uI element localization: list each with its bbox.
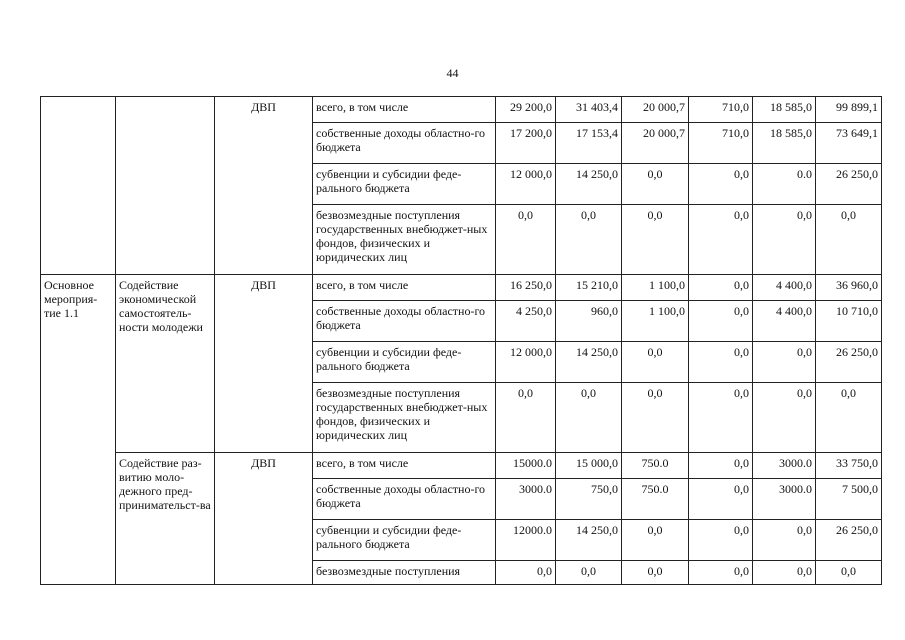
- table-row: [41, 275, 882, 301]
- funding-type-cell: всего, в том числе: [313, 453, 496, 479]
- value-cell: 18 585,0: [753, 97, 816, 123]
- event-cell-empty: [41, 97, 116, 275]
- value-cell: 710,0: [689, 97, 753, 123]
- value-cell: 7 500,0: [816, 479, 882, 520]
- value-cell: 10 710,0: [816, 301, 882, 342]
- activity-cell-empty: [116, 97, 215, 275]
- value-cell: 12000.0: [496, 520, 556, 561]
- funding-type-cell: субвенции и субсидии феде-рального бюджета: [313, 520, 496, 561]
- value-cell: 1 100,0: [622, 301, 689, 342]
- value-cell: 0,0: [816, 383, 882, 453]
- value-cell: 0,0: [689, 164, 753, 205]
- value-cell: 12 000,0: [496, 342, 556, 383]
- value-cell: 18 585,0: [753, 123, 816, 164]
- value-cell: 3000.0: [753, 453, 816, 479]
- value-cell: 15 000,0: [556, 453, 622, 479]
- value-cell: 0,0: [496, 561, 556, 585]
- funding-type-cell: всего, в том числе: [313, 97, 496, 123]
- value-cell: 0,0: [689, 301, 753, 342]
- value-cell: 0,0: [753, 520, 816, 561]
- value-cell: 0,0: [689, 479, 753, 520]
- value-cell: 0,0: [753, 561, 816, 585]
- value-cell: 16 250,0: [496, 275, 556, 301]
- value-cell: 33 750,0: [816, 453, 882, 479]
- page-number: 44: [446, 66, 459, 80]
- value-cell: 0,0: [622, 342, 689, 383]
- value-cell: 36 960,0: [816, 275, 882, 301]
- budget-table: [40, 96, 882, 585]
- value-cell: 31 403,4: [556, 97, 622, 123]
- value-cell: 4 400,0: [753, 301, 816, 342]
- funding-type-cell: безвозмездные поступления государственных внебюджет-ных фондов, физических и юридических лиц: [313, 205, 496, 275]
- value-cell: 0,0: [556, 561, 622, 585]
- value-cell: 20 000,7: [622, 123, 689, 164]
- value-cell: 26 250,0: [816, 342, 882, 383]
- value-cell: 750.0: [622, 479, 689, 520]
- value-cell: 0,0: [753, 383, 816, 453]
- table-row: [41, 97, 882, 123]
- table-row: [41, 453, 882, 479]
- value-cell: 0,0: [689, 383, 753, 453]
- value-cell: 0,0: [496, 383, 556, 453]
- value-cell: 26 250,0: [816, 164, 882, 205]
- value-cell: 0,0: [689, 205, 753, 275]
- value-cell: 0,0: [556, 383, 622, 453]
- value-cell: 14 250,0: [556, 342, 622, 383]
- funding-type-cell: субвенции и субсидии феде-рального бюджета: [313, 164, 496, 205]
- value-cell: 960,0: [556, 301, 622, 342]
- value-cell: 3000.0: [496, 479, 556, 520]
- value-cell: 750.0: [622, 453, 689, 479]
- value-cell: 17 200,0: [496, 123, 556, 164]
- value-cell: 0,0: [496, 205, 556, 275]
- source-cell: ДВП: [215, 453, 313, 585]
- value-cell: 0,0: [556, 205, 622, 275]
- funding-type-cell: собственные доходы областно-го бюджета: [313, 479, 496, 520]
- value-cell: 4 250,0: [496, 301, 556, 342]
- value-cell: 0,0: [689, 561, 753, 585]
- value-cell: 0,0: [622, 520, 689, 561]
- value-cell: 0,0: [622, 205, 689, 275]
- funding-type-cell: субвенции и субсидии феде-рального бюджета: [313, 342, 496, 383]
- source-cell: ДВП: [215, 275, 313, 453]
- value-cell: 1 100,0: [622, 275, 689, 301]
- value-cell: 710,0: [689, 123, 753, 164]
- value-cell: 99 899,1: [816, 97, 882, 123]
- value-cell: 0,0: [753, 342, 816, 383]
- value-cell: 14 250,0: [556, 520, 622, 561]
- value-cell: 0,0: [816, 205, 882, 275]
- funding-type-cell: собственные доходы областно-го бюджета: [313, 301, 496, 342]
- value-cell: 15000.0: [496, 453, 556, 479]
- value-cell: 73 649,1: [816, 123, 882, 164]
- funding-type-cell: собственные доходы областно-го бюджета: [313, 123, 496, 164]
- value-cell: 0,0: [622, 164, 689, 205]
- value-cell: 29 200,0: [496, 97, 556, 123]
- activity-cell: Содействие экономической самостоятель-ности молодежи: [116, 275, 215, 453]
- value-cell: 0,0: [816, 561, 882, 585]
- value-cell: 0,0: [689, 453, 753, 479]
- value-cell: 14 250,0: [556, 164, 622, 205]
- value-cell: 0,0: [689, 275, 753, 301]
- value-cell: 0,0: [753, 205, 816, 275]
- activity-cell: Содействие раз-витию моло-дежного пред-принимательст-ва: [116, 453, 215, 585]
- funding-type-cell: всего, в том числе: [313, 275, 496, 301]
- value-cell: 750,0: [556, 479, 622, 520]
- value-cell: 0.0: [753, 164, 816, 205]
- value-cell: 26 250,0: [816, 520, 882, 561]
- value-cell: 15 210,0: [556, 275, 622, 301]
- source-cell: ДВП: [215, 97, 313, 275]
- funding-type-cell: безвозмездные поступления: [313, 561, 496, 585]
- value-cell: 12 000,0: [496, 164, 556, 205]
- value-cell: 0,0: [622, 561, 689, 585]
- value-cell: 0,0: [622, 383, 689, 453]
- value-cell: 17 153,4: [556, 123, 622, 164]
- value-cell: 0,0: [689, 342, 753, 383]
- value-cell: 3000.0: [753, 479, 816, 520]
- value-cell: 0,0: [689, 520, 753, 561]
- event-cell: Основное мероприя-тие 1.1: [41, 275, 116, 585]
- value-cell: 20 000,7: [622, 97, 689, 123]
- funding-type-cell: безвозмездные поступления государственных внебюджет-ных фондов, физических и юридических лиц: [313, 383, 496, 453]
- value-cell: 4 400,0: [753, 275, 816, 301]
